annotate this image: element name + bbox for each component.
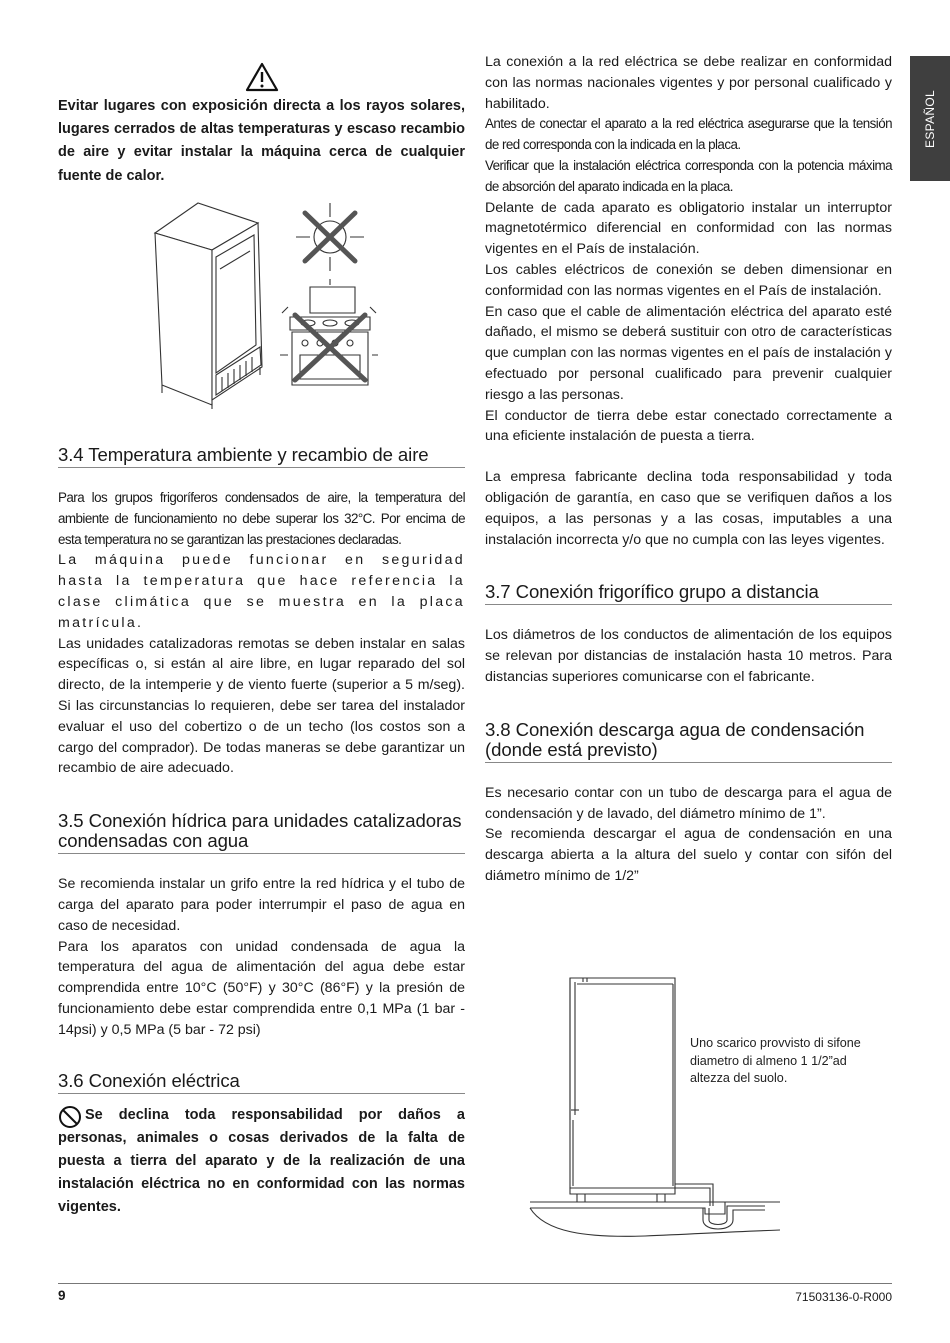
section-3-7-title: 3.7 Conexión frigorífico grupo a distancia: [485, 582, 892, 605]
section-3-4-paragraph-1: Para los grupos frigoríferos condensados de aire, la temperatura del ambiente de funcionamiento no debe superar los 32°C. Por encima de esta temperatura no se garantizan las prestaciones declaradas.: [58, 490, 465, 547]
section-3-8-paragraph-2: Se recomienda descargar el agua de condensación en una descarga abierta a la altura del suelo y contar con sifón del diámetro mínimo de 1/2”: [485, 826, 892, 884]
electrical-paragraph-7: El conductor de tierra debe estar conectado correctamente a una eficiente instalación de puesta a tierra.: [485, 407, 892, 445]
section-3-7-paragraph-1: Los diámetros de los conductos de alimentación de los equipos se relevan por distancias de instalación hasta 10 metros. Para distancias superiores comunicarse con el fabricante.: [485, 627, 892, 685]
section-3-5-paragraph-1: Se recomienda instalar un grifo entre la red hídrica y el tubo de carga del aparato para poder interrumpir el paso de agua en caso de necesidad.: [58, 876, 465, 934]
document-id: 71503136-0-R000: [795, 1290, 892, 1304]
electrical-paragraph-1: La conexión a la red eléctrica se debe realizar en conformidad con las normas nacionales vigentes y por personal cualificado y habilitado.: [485, 54, 892, 112]
section-3-5-title: 3.5 Conexión hídrica para unidades catalizadoras condensadas con agua: [58, 811, 465, 854]
installation-hazards-illustration: [150, 195, 380, 410]
electrical-liability-warning: Se declina toda responsabilidad por daños a personas, animales o cosas derivados de la falta de puesta a tierra del aparato y de la realización de una instalación eléctrica no en conformidad con las normas vigentes.: [58, 1106, 465, 1216]
electrical-paragraph-3: Verificar que la instalación eléctrica corresponda con la potencia máxima de absorción del aparato indicada en la placa.: [485, 157, 892, 194]
language-tab: [910, 56, 950, 181]
page-number: 9: [58, 1288, 66, 1303]
left-column: [58, 62, 465, 188]
right-column: [485, 52, 892, 887]
section-3-5-paragraph-2: Para los aparatos con unidad condensada de agua la temperatura del agua de alimentación del agua debe estar comprendida entre 10°C (50°F) y 30°C (86°F) y la presión de funcionamiento debe estar comprendida entre 0,1 MPa (1 bar - 14psi) y 0,5 MPa (5 bar - 72 psi): [58, 938, 465, 1038]
section-3-4-paragraph-3: Las unidades catalizadoras remotas se deben instalar en salas específicas o, si están al aire libre, en lugar reparado del sol directo, de la intemperie y de viento fuerte (superior a 5 m/seg). Si las circunstancias lo requieren, debe ser tarea del instalador evaluar el uso del cobertizo o de un techo (los costos son a cargo del comprador). De todas maneras se debe garantizar un recambio de aire adecuado.: [58, 635, 465, 777]
prohibition-icon: [58, 1105, 82, 1129]
section-3-4-title: 3.4 Temperatura ambiente y recambio de aire: [58, 445, 465, 468]
warning-triangle-icon: [245, 62, 279, 92]
section-3-8-paragraph-1: Es necesario contar con un tubo de descarga para el agua de condensación y de lavado, del diámetro mínimo de 1”.: [485, 784, 892, 822]
section-3-4-paragraph-2: La máquina puede funcionar en seguridad hasta la temperatura que hace referencia la clase climática que se muestra en la placa matrícula.: [58, 552, 465, 631]
drain-figure-caption: Uno scarico provvisto di sifone diametro di almeno 1 1/2”ad altezza del suolo.: [690, 1036, 861, 1085]
section-3-6-title: 3.6 Conexión eléctrica: [58, 1071, 465, 1094]
electrical-paragraph-5: Los cables eléctricos de conexión se deben dimensionar en conformidad con las normas vigentes en el País de instalación.: [485, 261, 892, 299]
section-3-8-title: 3.8 Conexión descarga agua de condensación (donde está previsto): [485, 720, 892, 763]
sun-heat-warning: Evitar lugares con exposición directa a los rayos solares, lugares cerrados de altas temperaturas y escaso recambio de aire y evitar instalar la máquina cerca de cualquier fuente de calor.: [58, 98, 465, 184]
left-column-sections: [58, 445, 465, 1220]
electrical-paragraph-4: Delante de cada aparato es obligatorio instalar un interruptor magnetotérmico diferencial en conformidad con las normas vigentes en el País de instalación.: [485, 199, 892, 258]
condensation-drain-illustration: [525, 970, 795, 1240]
manufacturer-disclaimer: La empresa fabricante declina toda responsabilidad y toda obligación de garantía, en caso que se verifiquen daños a los equipos, a las personas y a las cosas, imputables a una instalación incorrecta y/o que no cumpla con las leyes vigentes.: [485, 469, 892, 548]
footer-divider: [58, 1283, 892, 1284]
language-tab-label: ESPAÑOL: [923, 89, 937, 148]
electrical-paragraph-6: En caso que el cable de alimentación eléctrica del aparato esté dañado, el mismo se deberá sustituir con otro de características que cumplan con las normas vigentes en el país de instalación y efectuado por personal cualificado para prevenir cualquier riesgo a las personas.: [485, 303, 892, 403]
electrical-paragraph-2: Antes de conectar el aparato a la red eléctrica asegurarse que la tensión de red corresponda con la indicada en la placa.: [485, 116, 892, 153]
